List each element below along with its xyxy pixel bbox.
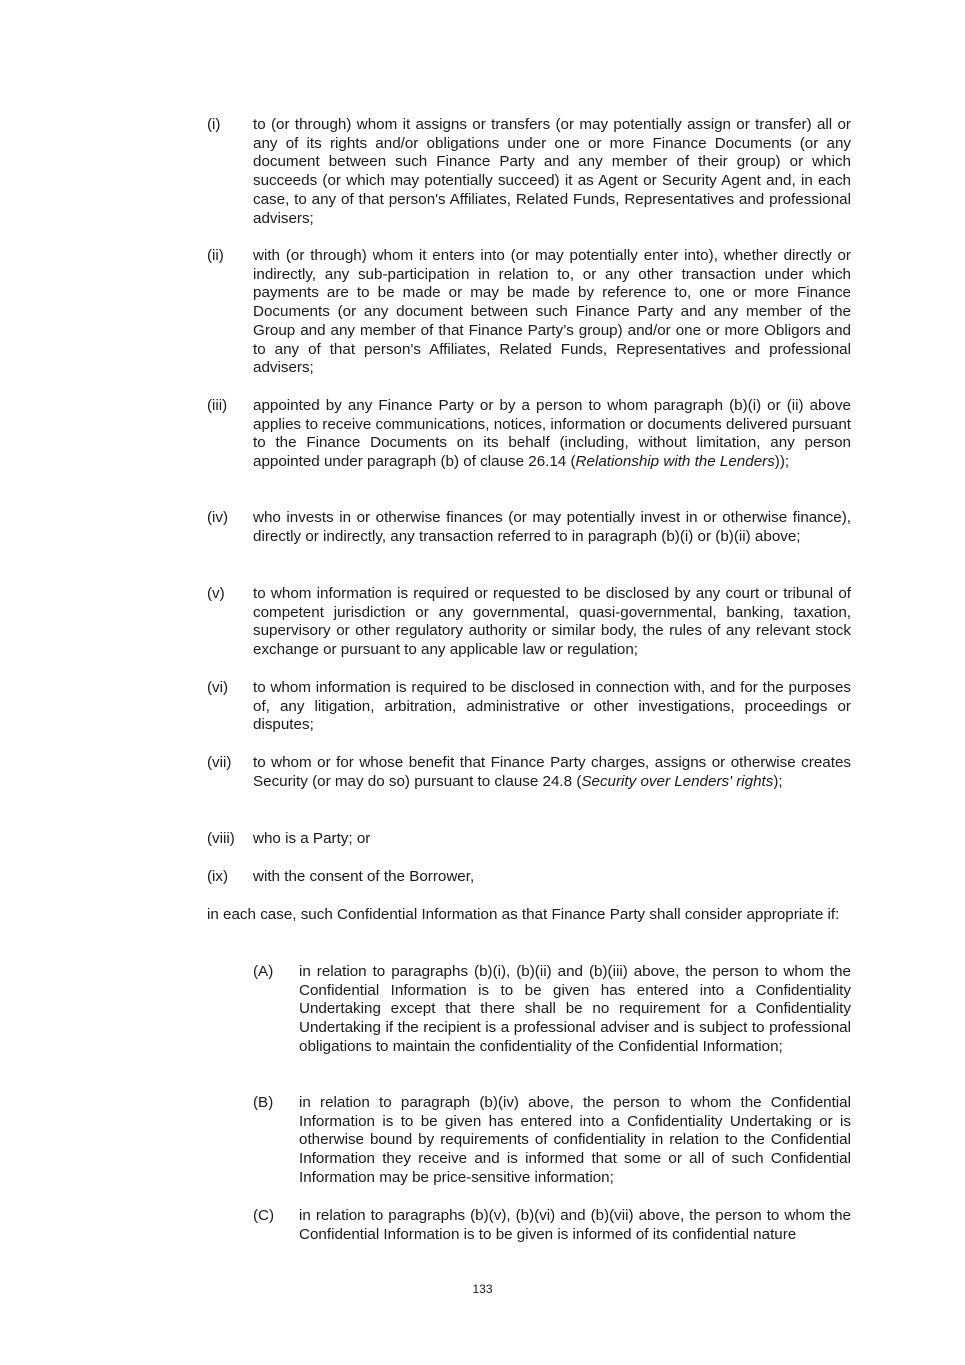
item-text-part: to whom or for whose benefit that Finance Party charges, assigns or otherwise creates Security (or may do so) pursuant to clause 24.8 ( [253, 754, 851, 790]
item-text: to (or through) whom it assigns or transfers (or may potentially assign or transfer) all or any of its rights and/or obligations under one or more Finance Documents (or any document between such Finance Party and any member of their group) or which succeeds (or which may potentially succeed) it as Agent or Security Agent and, in each case, to any of that person's Affiliates, Related Funds, Representatives and professional advisers; [253, 116, 851, 227]
item-text: with the consent of the Borrower, [253, 868, 475, 885]
item-text-part: ); [773, 772, 783, 790]
item-label: (v) [207, 585, 225, 602]
item-text [253, 754, 851, 791]
item-text: to whom information is required or requested to be disclosed by any court or tribunal of competent jurisdiction or any governmental, quasi-governmental, banking, taxation, supervisory or other regulatory authority or similar body, the rules of any relevant stock exchange or pursuant to any applicable law or regulation; [253, 585, 851, 659]
item-text-part: )); [774, 453, 790, 471]
list-item-vii [207, 754, 851, 791]
sub-item-text: in relation to paragraphs (b)(v), (b)(vi) and (b)(vii) above, the person to whom the Confidential Information is to be given is informed of its confidential nature [299, 1207, 851, 1243]
clause-title-italic: Security over Lenders' rights [581, 772, 774, 790]
list-item-ii [207, 247, 851, 378]
item-label: (iv) [207, 509, 229, 526]
list-item-v [207, 585, 851, 660]
sub-item-b [253, 1094, 851, 1188]
sub-item-c [253, 1207, 851, 1244]
item-text: with (or through) whom it enters into (or may potentially enter into), whether directly or indirectly, any sub-participation in relation to, or any other transaction under which payments are to be made or may be made by reference to, one or more Finance Documents (or any document between such Finance Party and any member of the Group and any member of that Finance Party’s group) and/or one or more Obligors and to any of that person's Affiliates, Related Funds, Representatives and professional advisers; [253, 247, 851, 377]
item-text [253, 397, 851, 472]
sub-item-label: (B) [253, 1094, 274, 1111]
item-label: (ii) [207, 247, 224, 264]
list-item-iii [207, 397, 851, 472]
item-text-part: appointed by any Finance Party or by a person to whom paragraph (b)(i) or (ii) above applies to receive communications, notices, information or documents delivered pursuant to the Finance Documents on its behalf (including, without limitation, any person appointed under paragraph (b) of clause 26.14 ( [253, 397, 851, 471]
item-label: (ix) [207, 868, 229, 885]
item-label: (iii) [207, 397, 228, 414]
sub-item-label: (C) [253, 1207, 275, 1224]
list-item-vi [207, 679, 851, 735]
clause-title-italic: Relationship with the Lenders [575, 453, 775, 471]
sub-item-label: (A) [253, 963, 274, 980]
item-label: (i) [207, 116, 221, 133]
item-text: to whom information is required to be disclosed in connection with, and for the purposes of, any litigation, arbitration, administrative or other investigations, proceedings or disputes; [253, 679, 851, 734]
item-label: (vi) [207, 679, 229, 696]
sub-item-text: in relation to paragraph (b)(iv) above, the person to whom the Confidential Information is to be given has entered into a Confidentiality Undertaking or is otherwise bound by requirements of confidentiality in relation to the Confidential Information they receive and is informed that some or all of such Confidential Information may be price-sensitive information; [299, 1094, 851, 1186]
list-item-ix [207, 868, 851, 887]
sub-item-text: in relation to paragraphs (b)(i), (b)(ii) and (b)(iii) above, the person to whom the Confidential Information is to be given has entered into a Confidentiality Undertaking except that there shall be no requirement for a Confidentiality Undertaking if the recipient is a professional adviser and is subject to professional obligations to maintain the confidentiality of the Confidential Information; [299, 963, 851, 1055]
page-number: 133 [472, 1282, 493, 1296]
item-text: who is a Party; or [253, 830, 371, 847]
closing-paragraph: in each case, such Confidential Information as that Finance Party shall consider appropriate if: [207, 906, 840, 923]
item-label: (viii) [207, 830, 235, 847]
list-item-i [207, 116, 851, 228]
list-item-iv [207, 509, 851, 546]
item-text: who invests in or otherwise finances (or may potentially invest in or otherwise finance), directly or indirectly, any transaction referred to in paragraph (b)(i) or (b)(ii) above; [253, 509, 851, 545]
sub-item-a [253, 963, 851, 1057]
item-label: (vii) [207, 754, 232, 771]
list-item-viii [207, 830, 851, 849]
